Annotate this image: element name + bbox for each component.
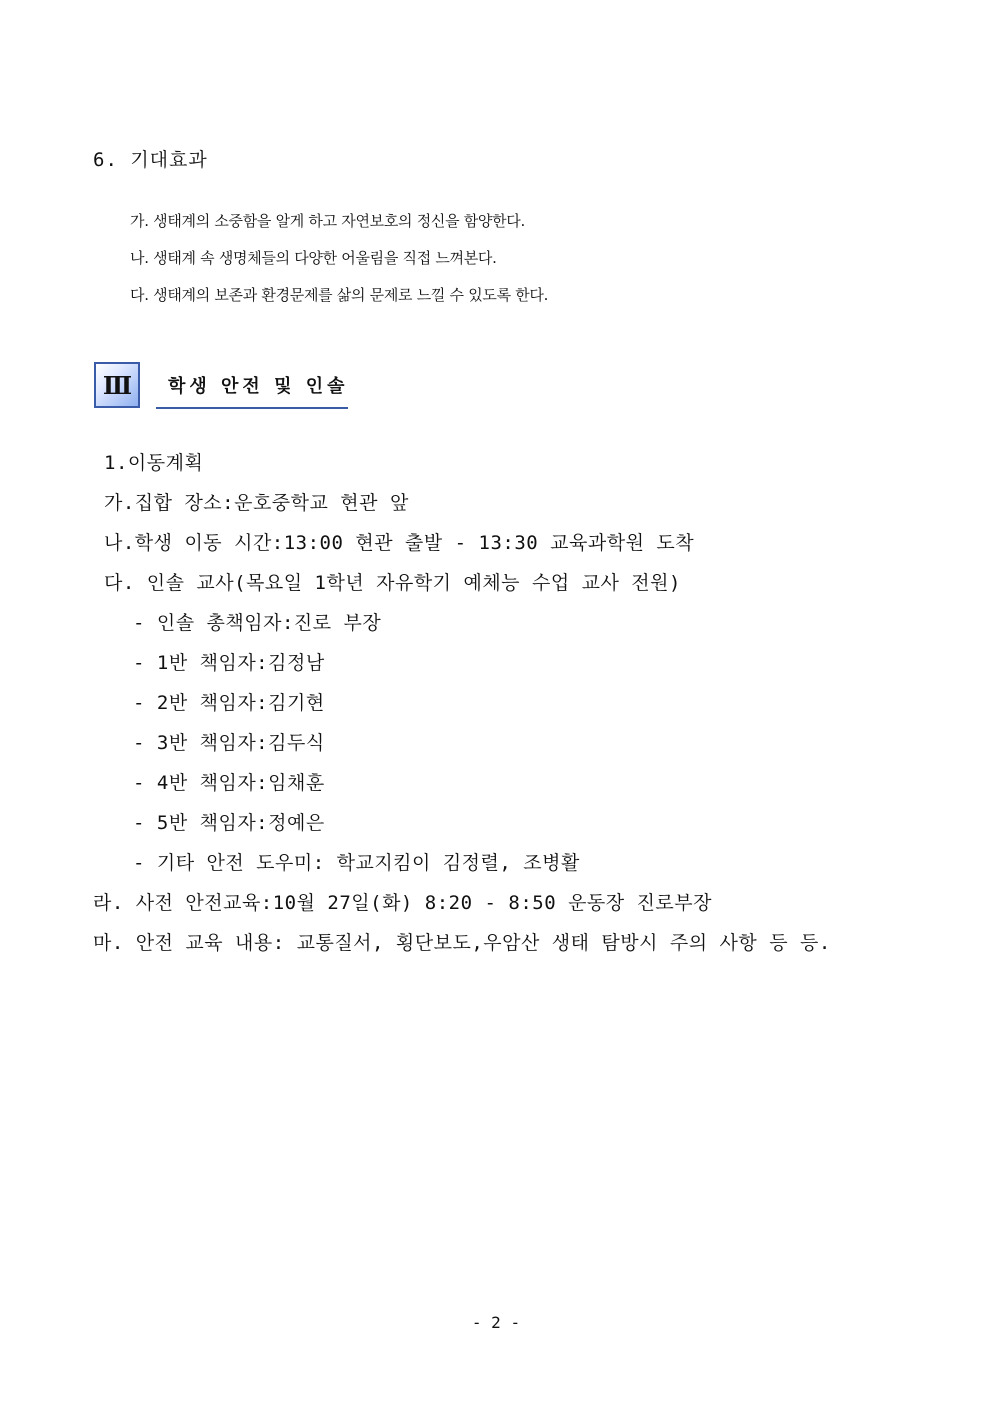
section-3-title: 학생 안전 및 인솔	[168, 376, 349, 397]
expected-effect-item-3: 다. 생태계의 보존과 환경문제를 삶의 문제로 느낄 수 있도록 한다.	[130, 286, 549, 304]
responsible-class-4: - 4반 책임자:임채훈	[133, 772, 325, 794]
gathering-place: 가.집합 장소:운호중학교 현관 앞	[104, 492, 409, 514]
movement-plan-heading: 1.이동계획	[104, 452, 204, 474]
responsible-class-2: - 2반 책임자:김기현	[133, 692, 325, 714]
section-3-underline	[156, 407, 348, 409]
pre-safety-education: 라. 사전 안전교육:10월 27일(화) 8:20 - 8:50 운동장 진로부장	[93, 892, 712, 914]
section-3-number-box	[94, 362, 140, 408]
section-3-numeral: Ⅲ	[102, 370, 132, 400]
safety-education-content: 마. 안전 교육 내용: 교통질서, 횡단보도,우암산 생태 탐방시 주의 사항 등 등.	[93, 932, 831, 954]
expected-effect-item-2: 나. 생태계 속 생명체들의 다양한 어울림을 직접 느껴본다.	[130, 249, 497, 267]
responsible-class-1: - 1반 책임자:김정남	[133, 652, 325, 674]
responsible-chief: - 인솔 총책임자:진로 부장	[133, 612, 382, 634]
page-number: - 2 -	[471, 1313, 521, 1332]
responsible-class-5: - 5반 책임자:정예은	[133, 812, 325, 834]
responsible-other-helpers: - 기타 안전 도우미: 학교지킴이 김정렬, 조병활	[133, 852, 580, 874]
responsible-class-3: - 3반 책임자:김두식	[133, 732, 325, 754]
escort-teachers: 다. 인솔 교사(목요일 1학년 자유학기 예체능 수업 교사 전원)	[104, 572, 681, 594]
section-6-title: 6. 기대효과	[93, 149, 208, 171]
expected-effect-item-1: 가. 생태계의 소중함을 알게 하고 자연보호의 정신을 함양한다.	[130, 212, 525, 230]
student-move-time: 나.학생 이동 시간:13:00 현관 출발 - 13:30 교육과학원 도착	[104, 532, 695, 554]
